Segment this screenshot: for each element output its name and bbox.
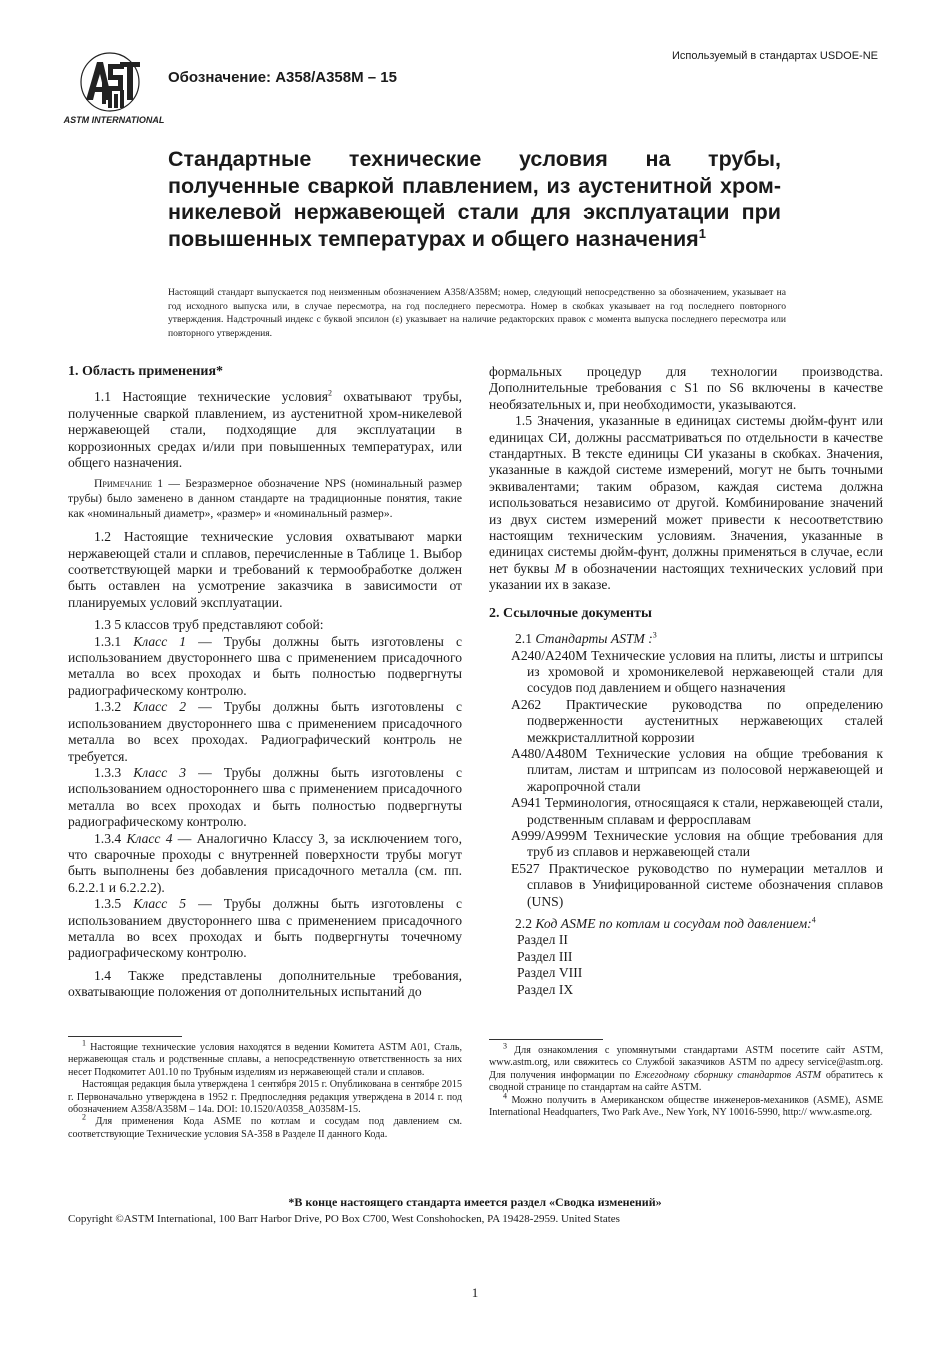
clause-text: — Трубы должны быть изготовлены с использованием двустороннего шва с применением присадочного металла во всех проходах. Радиографический контроль не требуется.	[68, 699, 462, 764]
title-footnote-ref: 1	[698, 225, 706, 241]
footnote-divider-left	[68, 1036, 182, 1037]
asme-section-item: Раздел III	[517, 948, 573, 964]
logo-text: ASTM INTERNATIONAL	[63, 115, 165, 125]
footnotes-left	[68, 1038, 462, 1141]
footnote-divider-right	[489, 1039, 603, 1040]
paragraph-1-3-5	[68, 896, 462, 962]
paragraph-1-3-4	[68, 831, 462, 897]
footnote-number: 3	[503, 1041, 507, 1051]
footnote-text: Настоящие технические условия находятся в ведении Комитета ASTM A01, Сталь, нержавеющая сталь и родственные сплавы, а непосредственную ответственность за них несет Подкомитет A01.10 по Трубным изделиям из нержавеющей стали и сплавов.	[68, 1042, 462, 1078]
reference-item: A480/A480M Технические условия на общие требования к плитам, листам и штрипсам из полосовой нержавеющей и жаропрочной стали	[511, 745, 883, 794]
clause-text: — Трубы должны быть изготовлены с использованием двустороннего шва с применением присадочного металла во всех проходах и быть полностью подвергнуты радиографическому контролю.	[68, 633, 462, 698]
document-title	[168, 146, 781, 252]
footnote-3	[489, 1041, 883, 1095]
footnote-text: Для ознакомления с упомянутыми стандартами ASTM посетите сайт ASTM, www.astm.org, или свяжитесь со Службой заказчиков ASTM по адресу service@astm.org. Для получения информации по	[489, 1045, 883, 1081]
paragraph-1-3-3	[68, 765, 462, 831]
paragraph-2-1	[489, 631, 883, 647]
section-heading-scope: 1. Область применения*	[68, 364, 224, 379]
asme-code-label: Код ASME по котлам и сосудам под давлением:	[535, 916, 812, 931]
class-name: Класс 4	[126, 830, 173, 846]
asme-section-item: Раздел II	[517, 932, 568, 948]
copyright-line: Copyright ©ASTM International, 100 Barr Harbor Drive, PO Box C700, West Conshohocken, PA 19428-2959. United States	[68, 1213, 620, 1225]
clause-number: 1.3.2	[94, 699, 134, 715]
clause-number: 1.3.3	[94, 764, 134, 780]
paragraph-1-3-1	[68, 634, 462, 700]
footnote-number: 1	[82, 1038, 86, 1048]
summary-of-changes-note: *В конце настоящего стандарта имеется раздел «Сводка изменений»	[288, 1195, 662, 1209]
footnote-1	[68, 1038, 462, 1079]
paragraph-1-1-lead: 1.1 Настоящие технические условия	[94, 389, 328, 405]
paragraph-1-1	[68, 389, 462, 471]
standard-notice: Настоящий стандарт выпускается под неизменным обозначением A358/A358M; номер, следующий непосредственно за обозначением, указывает на год исходного выпуска или, в случае пересмотра, на год последнего пересмотра. Номер в скобках указывает на год последнего повторного утверждения. Надстрочный индекс с буквой эпсилон (ε) указывает на наличие редакторских правок с момента выпуска последнего пересмотра или повторного утверждения.	[168, 287, 786, 339]
page-number: 1	[471, 1285, 479, 1300]
footnote-4	[489, 1091, 883, 1120]
footnote-number: 4	[503, 1091, 507, 1101]
paragraph-2-2	[489, 916, 883, 932]
astm-logo-icon	[63, 50, 165, 126]
paragraph-1-3-2	[68, 699, 462, 765]
asme-section-item: Раздел VIII	[517, 965, 583, 981]
section-heading-references: 2. Ссылочные документы	[489, 605, 652, 621]
letter-m: M	[554, 560, 566, 576]
note-caption: Примечание 1	[94, 477, 164, 491]
paragraph-1-5	[489, 413, 883, 593]
reference-item: E527 Практическое руководство по нумерации металлов и сплавов в Унифицированной системе обозначения сплавов (UNS)	[511, 860, 883, 909]
footnote-text: Можно получить в Американском обществе инженеров-механиков (ASME), ASME International Headquarters, Two Park Ave., New York, NY 10016-5990, http:// www.asme.org.	[489, 1094, 883, 1119]
footnote-ref-2: 2	[328, 388, 332, 398]
clause-number: 1.3.1	[94, 633, 134, 649]
reference-item: A941 Терминология, относящаяся к стали, нержавеющей стали, родственным сплавам и ферросплавам	[511, 795, 883, 827]
clause-number: 1.3.5	[94, 896, 134, 912]
asme-section-item: Раздел IX	[517, 981, 574, 997]
document-designation: Обозначение: A358/A358M – 15	[168, 69, 397, 86]
class-name: Класс 1	[133, 633, 187, 649]
clause-text: — Трубы должны быть изготовлены с использованием одностороннего шва с применением присадочного металла во всех проходах и быть полностью подвергнуты радиографическому контролю.	[68, 764, 462, 830]
note-1	[68, 477, 462, 521]
clause-number: 1.3.4	[94, 830, 127, 846]
footnote-2	[68, 1113, 462, 1141]
reference-item: A262 Практические руководства по определению подверженности аустенитных нержавеющих сталей межкристаллитной коррозии	[511, 696, 883, 745]
paragraph-1-2: 1.2 Настоящие технические условия охватывают марки нержавеющей стали и сплавов, перечисленные в Таблице 1. Выбор соответствующей марки и требований к термообработке должен быть оставлен на усмотрение заказчика в зависимости от планируемых условий эксплуатации.	[68, 529, 462, 610]
footnotes-right	[489, 1041, 883, 1119]
paragraph-1-5-rest: в обозначении настоящих технических условий при указании их в заказе.	[489, 560, 883, 593]
class-name: Класс 3	[133, 764, 187, 780]
class-name: Класс 5	[133, 896, 187, 912]
paragraph-1-1-rest: охватывают трубы, полученные сваркой плавлением, из аустенитной хром-никелевой нержавеющей стали, подходящие для эксплуатации в коррозионных средах и/или при повышенных температурах, или общего назначения.	[68, 389, 462, 471]
footnote-1-revision: Настоящая редакция была утверждена 1 сентября 2015 г. Опубликована в сентябре 2015 г. Первоначально утверждена в 1952 г. Предпоследняя редакция утверждена в 2014 г. под обозначением A358/A358M – 14a. DOI: 10.1520/A0358_A0358M-15.	[68, 1079, 462, 1116]
title-text: Стандартные технические условия на трубы, полученные сваркой плавлением, из аустенитной хром-никелевой нержавеющей стали для эксплуатации при повышенных температурах и общего назначения	[168, 147, 781, 251]
class-name: Класс 2	[133, 699, 187, 715]
reference-item: A999/A999M Технические условия на общие требования для труб из сплавов и нержавеющей стали	[511, 827, 883, 860]
reference-item: A240/A240M Технические условия на плиты, листы и штрипсы из хромовой и хромоникелевой нержавеющей стали для сосудов под давлением и общего назначения	[511, 647, 883, 696]
footnote-text-end: обратитесь к сводной странице по стандартам на сайте ASTM.	[489, 1069, 883, 1094]
astm-standards-label: Стандарты ASTM :	[535, 631, 653, 647]
clause-text: — Аналогично Классу 3, за исключением того, что сварочные проходы с внутренней поверхности трубы могут быть выполнены без добавления присадочного металла (см. пп. 6.2.2.1 и 6.2.2.2).	[68, 830, 463, 895]
footnote-text: Для применения Кода ASME по котлам и сосудам под давлением см. соответствующие Технические условия SA-358 в Разделе II данного Кода.	[68, 1116, 462, 1140]
annual-book-title: Ежегодному сборнику стандартов ASTM	[634, 1069, 822, 1081]
paragraph-1-4: 1.4 Также представлены дополнительные требования, охватывающие положения от дополнительных испытаний до	[68, 967, 462, 1000]
note-text: — Безразмерное обозначение NPS (номинальный размер трубы) было заменено в данном стандарте на традиционные понятия, такие как «номинальный диаметр», «размер» и «номинальный размер».	[68, 477, 462, 520]
paragraph-1-4-continued: формальных процедур для технологии производства. Дополнительные требования с S1 по S6 включены в качестве необязательных и, при необходимости, указываются.	[489, 364, 883, 412]
used-in-standards: Используемый в стандартах USDOE-NE	[671, 50, 878, 62]
footnote-ref-4: 4	[811, 915, 816, 925]
clause-text: — Трубы должны быть изготовлены с использованием двустороннего шва с применением присадочного металла во всех проходах и быть подвергнуты точечному радиографическому контролю.	[68, 896, 462, 961]
right-column	[489, 364, 883, 998]
footnote-number: 2	[82, 1113, 86, 1123]
clause-number: 2.2	[515, 916, 536, 931]
paragraph-1-5-lead: 1.5 Значения, указанные в единицах системы дюйм-фунт или единицах СИ, должны рассматриваться по отдельности в качестве стандартных. В тексте единицы СИ указаны в скобках. Значения, указанные в каждой системе измерений, могут не быть точными эквивалентами; таким образом, каждая система должна использоваться независимо от другой. Комбинирование значений из двух систем измерений может привести к несоответствию настоящим техническим условиям. Значения, указанные в единицах системы дюйм-фунт, должны применяться в случае, если нет буквы	[489, 413, 883, 576]
left-column	[68, 364, 462, 1001]
clause-number: 2.1	[515, 631, 536, 647]
footnote-ref-3: 3	[652, 630, 657, 640]
paragraph-1-3: 1.3 5 классов труб представляют собой:	[94, 617, 324, 633]
